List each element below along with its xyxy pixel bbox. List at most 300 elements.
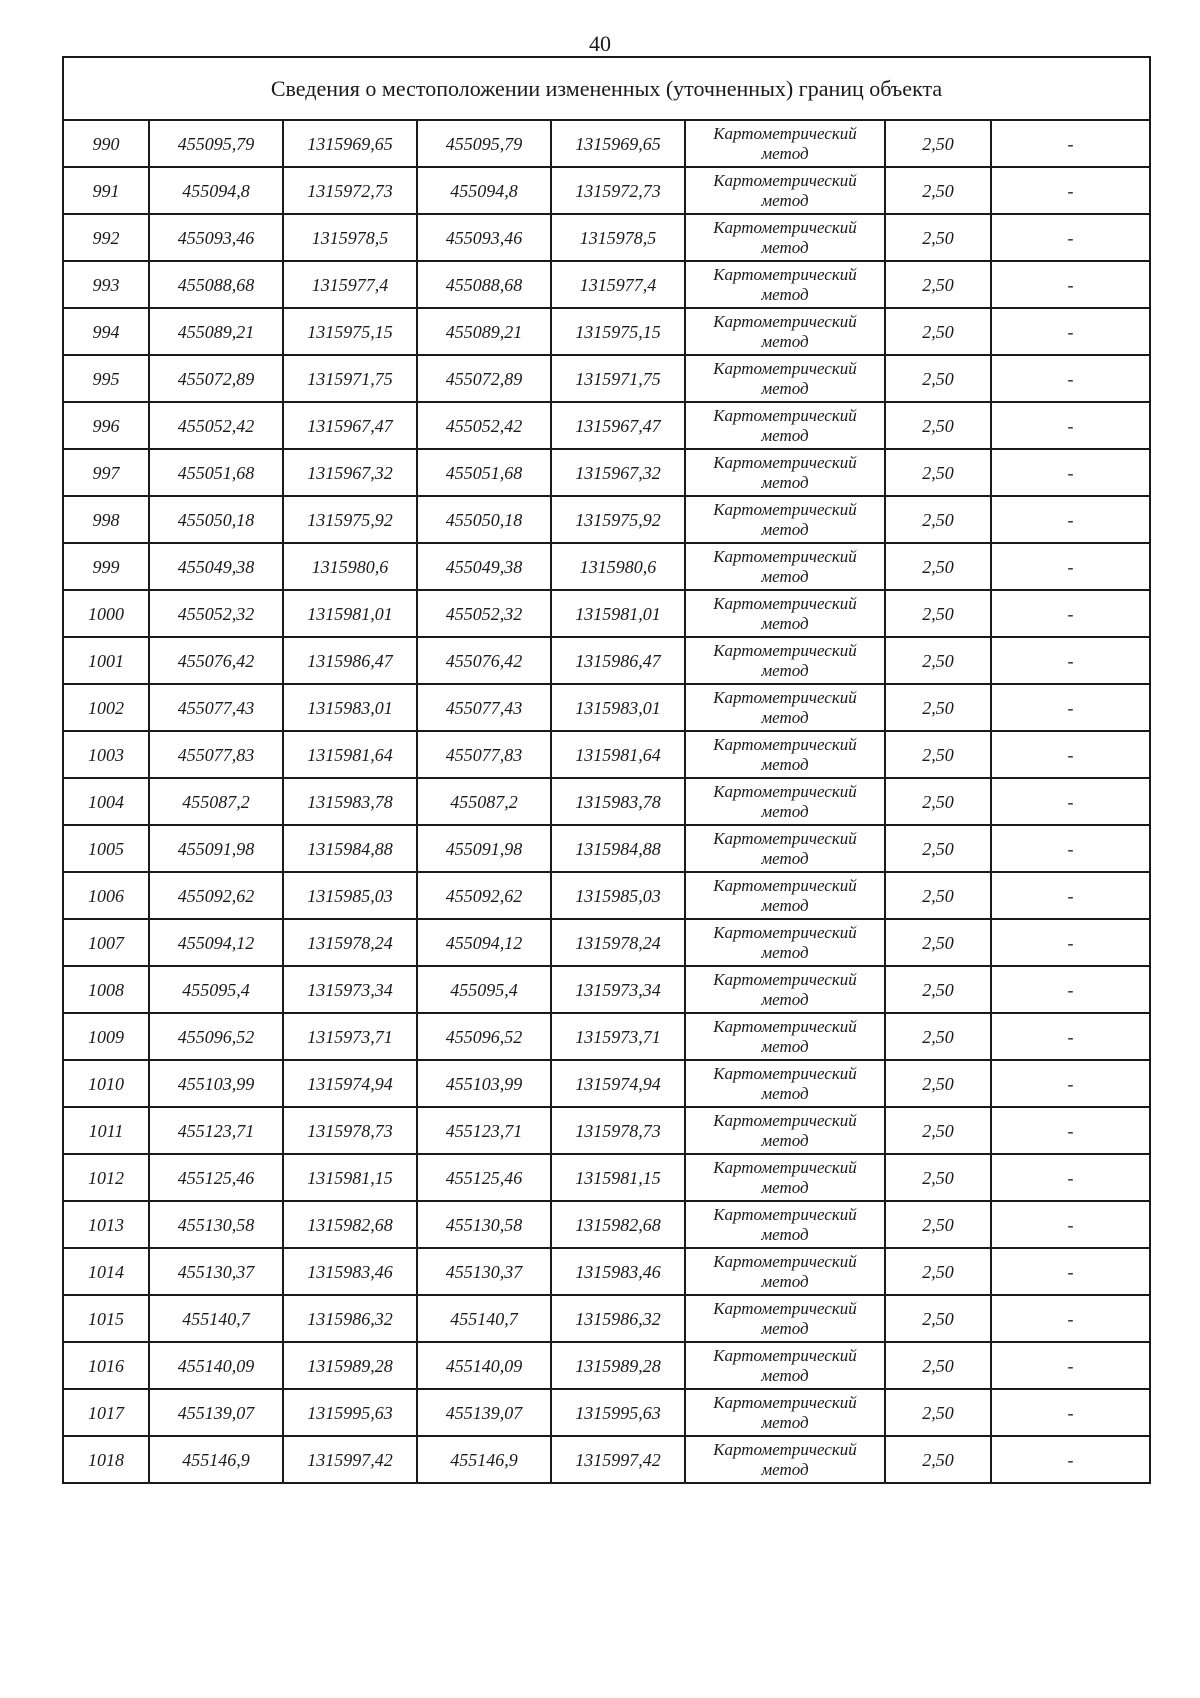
table-row xyxy=(63,731,1150,778)
cell-refined-y: 1315984,88 xyxy=(551,825,685,872)
method-line: Картометрический xyxy=(713,452,857,472)
cell-accuracy: 2,50 xyxy=(885,1060,991,1107)
cell-existing-y: 1315978,24 xyxy=(283,919,417,966)
method-line: Картометрический xyxy=(713,264,857,284)
cell-method xyxy=(685,1342,885,1389)
cell-existing-y: 1315975,15 xyxy=(283,308,417,355)
method-line: метод xyxy=(761,378,809,398)
method-line: Картометрический xyxy=(713,405,857,425)
method-line: Картометрический xyxy=(713,1251,857,1271)
cell-existing-x: 455123,71 xyxy=(149,1107,283,1154)
cell-accuracy: 2,50 xyxy=(885,590,991,637)
method-line: метод xyxy=(761,519,809,539)
method-line: метод xyxy=(761,848,809,868)
method-line: метод xyxy=(761,613,809,633)
cell-refined-x: 455096,52 xyxy=(417,1013,551,1060)
cell-note: - xyxy=(991,308,1150,355)
cell-note: - xyxy=(991,778,1150,825)
cell-existing-y: 1315984,88 xyxy=(283,825,417,872)
table-row xyxy=(63,825,1150,872)
cell-point-number: 1013 xyxy=(63,1201,149,1248)
cell-existing-y: 1315974,94 xyxy=(283,1060,417,1107)
cell-method xyxy=(685,496,885,543)
method-line: Картометрический xyxy=(713,687,857,707)
cell-accuracy: 2,50 xyxy=(885,167,991,214)
cell-refined-x: 455139,07 xyxy=(417,1389,551,1436)
cell-method xyxy=(685,355,885,402)
cell-accuracy: 2,50 xyxy=(885,543,991,590)
table-row xyxy=(63,543,1150,590)
cell-refined-x: 455087,2 xyxy=(417,778,551,825)
method-line: Картометрический xyxy=(713,1392,857,1412)
cell-note: - xyxy=(991,684,1150,731)
cell-refined-x: 455140,09 xyxy=(417,1342,551,1389)
cell-refined-y: 1315974,94 xyxy=(551,1060,685,1107)
method-line: метод xyxy=(761,472,809,492)
cell-note: - xyxy=(991,1436,1150,1483)
cell-point-number: 999 xyxy=(63,543,149,590)
table-header-row xyxy=(63,57,1150,120)
cell-refined-x: 455130,37 xyxy=(417,1248,551,1295)
cell-existing-x: 455049,38 xyxy=(149,543,283,590)
cell-existing-y: 1315972,73 xyxy=(283,167,417,214)
cell-refined-x: 455052,42 xyxy=(417,402,551,449)
cell-accuracy: 2,50 xyxy=(885,1201,991,1248)
cell-existing-y: 1315986,32 xyxy=(283,1295,417,1342)
method-line: метод xyxy=(761,1177,809,1197)
cell-point-number: 995 xyxy=(63,355,149,402)
cell-method xyxy=(685,449,885,496)
cell-point-number: 1006 xyxy=(63,872,149,919)
cell-existing-x: 455087,2 xyxy=(149,778,283,825)
method-line: Картометрический xyxy=(713,170,857,190)
cell-point-number: 1002 xyxy=(63,684,149,731)
cell-point-number: 1015 xyxy=(63,1295,149,1342)
method-line: Картометрический xyxy=(713,546,857,566)
cell-refined-x: 455103,99 xyxy=(417,1060,551,1107)
method-line: метод xyxy=(761,1271,809,1291)
cell-refined-x: 455049,38 xyxy=(417,543,551,590)
cell-existing-x: 455094,8 xyxy=(149,167,283,214)
cell-existing-x: 455077,83 xyxy=(149,731,283,778)
table-row xyxy=(63,966,1150,1013)
cell-existing-x: 455093,46 xyxy=(149,214,283,261)
cell-method xyxy=(685,966,885,1013)
method-line: Картометрический xyxy=(713,217,857,237)
cell-existing-y: 1315975,92 xyxy=(283,496,417,543)
cell-existing-y: 1315997,42 xyxy=(283,1436,417,1483)
cell-refined-y: 1315978,24 xyxy=(551,919,685,966)
cell-method xyxy=(685,590,885,637)
cell-existing-x: 455125,46 xyxy=(149,1154,283,1201)
cell-existing-x: 455092,62 xyxy=(149,872,283,919)
cell-point-number: 992 xyxy=(63,214,149,261)
table-row xyxy=(63,496,1150,543)
cell-accuracy: 2,50 xyxy=(885,637,991,684)
boundary-coordinates-table xyxy=(62,56,1151,1484)
cell-refined-x: 455130,58 xyxy=(417,1201,551,1248)
cell-note: - xyxy=(991,590,1150,637)
cell-note: - xyxy=(991,1201,1150,1248)
method-line: метод xyxy=(761,895,809,915)
cell-point-number: 1009 xyxy=(63,1013,149,1060)
cell-refined-y: 1315969,65 xyxy=(551,120,685,167)
cell-note: - xyxy=(991,919,1150,966)
table-row xyxy=(63,1248,1150,1295)
cell-method xyxy=(685,167,885,214)
method-line: метод xyxy=(761,660,809,680)
method-line: Картометрический xyxy=(713,311,857,331)
cell-point-number: 1012 xyxy=(63,1154,149,1201)
cell-point-number: 993 xyxy=(63,261,149,308)
cell-refined-x: 455077,83 xyxy=(417,731,551,778)
cell-existing-y: 1315995,63 xyxy=(283,1389,417,1436)
cell-refined-y: 1315989,28 xyxy=(551,1342,685,1389)
cell-note: - xyxy=(991,1389,1150,1436)
method-line: метод xyxy=(761,237,809,257)
cell-point-number: 990 xyxy=(63,120,149,167)
cell-point-number: 1010 xyxy=(63,1060,149,1107)
cell-existing-y: 1315980,6 xyxy=(283,543,417,590)
cell-existing-x: 455130,58 xyxy=(149,1201,283,1248)
cell-refined-y: 1315967,32 xyxy=(551,449,685,496)
table-row xyxy=(63,120,1150,167)
table-row xyxy=(63,590,1150,637)
cell-existing-x: 455130,37 xyxy=(149,1248,283,1295)
cell-point-number: 994 xyxy=(63,308,149,355)
cell-refined-y: 1315981,01 xyxy=(551,590,685,637)
table-row xyxy=(63,919,1150,966)
page-number: 40 xyxy=(589,31,611,56)
cell-point-number: 1003 xyxy=(63,731,149,778)
method-line: Картометрический xyxy=(713,1439,857,1459)
cell-refined-x: 455051,68 xyxy=(417,449,551,496)
cell-method xyxy=(685,637,885,684)
cell-existing-x: 455051,68 xyxy=(149,449,283,496)
cell-accuracy: 2,50 xyxy=(885,496,991,543)
method-line: Картометрический xyxy=(713,875,857,895)
cell-method xyxy=(685,1107,885,1154)
cell-existing-x: 455052,42 xyxy=(149,402,283,449)
cell-existing-x: 455096,52 xyxy=(149,1013,283,1060)
cell-note: - xyxy=(991,1060,1150,1107)
table-title: Сведения о местоположении измененных (уточненных) границ объекта xyxy=(63,57,1150,120)
cell-refined-y: 1315973,34 xyxy=(551,966,685,1013)
table-row xyxy=(63,637,1150,684)
cell-existing-y: 1315969,65 xyxy=(283,120,417,167)
cell-existing-x: 455103,99 xyxy=(149,1060,283,1107)
cell-method xyxy=(685,120,885,167)
cell-refined-y: 1315983,46 xyxy=(551,1248,685,1295)
method-line: Картометрический xyxy=(713,640,857,660)
cell-refined-y: 1315977,4 xyxy=(551,261,685,308)
cell-refined-x: 455088,68 xyxy=(417,261,551,308)
cell-method xyxy=(685,261,885,308)
table-row xyxy=(63,1154,1150,1201)
cell-existing-y: 1315982,68 xyxy=(283,1201,417,1248)
cell-note: - xyxy=(991,637,1150,684)
method-line: Картометрический xyxy=(713,1157,857,1177)
method-line: метод xyxy=(761,331,809,351)
cell-refined-y: 1315973,71 xyxy=(551,1013,685,1060)
cell-accuracy: 2,50 xyxy=(885,966,991,1013)
cell-existing-y: 1315986,47 xyxy=(283,637,417,684)
method-line: Картометрический xyxy=(713,922,857,942)
method-line: метод xyxy=(761,942,809,962)
table-row xyxy=(63,1342,1150,1389)
method-line: Картометрический xyxy=(713,593,857,613)
method-line: Картометрический xyxy=(713,1204,857,1224)
cell-point-number: 991 xyxy=(63,167,149,214)
table-row xyxy=(63,1389,1150,1436)
cell-refined-x: 455092,62 xyxy=(417,872,551,919)
cell-method xyxy=(685,214,885,261)
table-row xyxy=(63,167,1150,214)
cell-existing-y: 1315978,73 xyxy=(283,1107,417,1154)
cell-refined-x: 455123,71 xyxy=(417,1107,551,1154)
cell-refined-y: 1315983,01 xyxy=(551,684,685,731)
cell-refined-y: 1315986,32 xyxy=(551,1295,685,1342)
method-line: метод xyxy=(761,754,809,774)
cell-note: - xyxy=(991,543,1150,590)
cell-point-number: 1018 xyxy=(63,1436,149,1483)
table-row xyxy=(63,402,1150,449)
cell-refined-x: 455091,98 xyxy=(417,825,551,872)
table-row xyxy=(63,1013,1150,1060)
cell-existing-y: 1315973,34 xyxy=(283,966,417,1013)
cell-note: - xyxy=(991,167,1150,214)
cell-existing-y: 1315983,01 xyxy=(283,684,417,731)
cell-note: - xyxy=(991,731,1150,778)
method-line: Картометрический xyxy=(713,1345,857,1365)
cell-note: - xyxy=(991,966,1150,1013)
cell-method xyxy=(685,1295,885,1342)
cell-point-number: 1004 xyxy=(63,778,149,825)
cell-method xyxy=(685,308,885,355)
cell-accuracy: 2,50 xyxy=(885,1154,991,1201)
cell-refined-x: 455146,9 xyxy=(417,1436,551,1483)
cell-refined-y: 1315995,63 xyxy=(551,1389,685,1436)
cell-accuracy: 2,50 xyxy=(885,214,991,261)
cell-refined-x: 455140,7 xyxy=(417,1295,551,1342)
cell-accuracy: 2,50 xyxy=(885,120,991,167)
cell-note: - xyxy=(991,496,1150,543)
cell-refined-y: 1315975,15 xyxy=(551,308,685,355)
cell-refined-y: 1315971,75 xyxy=(551,355,685,402)
method-line: Картометрический xyxy=(713,781,857,801)
cell-point-number: 996 xyxy=(63,402,149,449)
cell-refined-x: 455093,46 xyxy=(417,214,551,261)
cell-point-number: 1007 xyxy=(63,919,149,966)
cell-accuracy: 2,50 xyxy=(885,261,991,308)
cell-method xyxy=(685,684,885,731)
method-line: Картометрический xyxy=(713,123,857,143)
cell-accuracy: 2,50 xyxy=(885,778,991,825)
method-line: метод xyxy=(761,1224,809,1244)
cell-refined-x: 455050,18 xyxy=(417,496,551,543)
cell-note: - xyxy=(991,261,1150,308)
method-line: Картометрический xyxy=(713,358,857,378)
cell-accuracy: 2,50 xyxy=(885,1342,991,1389)
method-line: метод xyxy=(761,1083,809,1103)
cell-note: - xyxy=(991,1248,1150,1295)
cell-note: - xyxy=(991,120,1150,167)
cell-refined-x: 455089,21 xyxy=(417,308,551,355)
cell-existing-y: 1315977,4 xyxy=(283,261,417,308)
cell-method xyxy=(685,1248,885,1295)
cell-existing-x: 455146,9 xyxy=(149,1436,283,1483)
cell-existing-x: 455095,4 xyxy=(149,966,283,1013)
cell-note: - xyxy=(991,449,1150,496)
method-line: метод xyxy=(761,566,809,586)
cell-method xyxy=(685,1154,885,1201)
method-line: метод xyxy=(761,989,809,1009)
table-row xyxy=(63,684,1150,731)
table-body xyxy=(63,57,1150,1483)
cell-refined-y: 1315981,15 xyxy=(551,1154,685,1201)
method-line: метод xyxy=(761,1318,809,1338)
cell-method xyxy=(685,1436,885,1483)
cell-accuracy: 2,50 xyxy=(885,919,991,966)
cell-existing-x: 455140,09 xyxy=(149,1342,283,1389)
cell-point-number: 1014 xyxy=(63,1248,149,1295)
cell-refined-x: 455072,89 xyxy=(417,355,551,402)
cell-existing-y: 1315981,64 xyxy=(283,731,417,778)
cell-existing-y: 1315981,01 xyxy=(283,590,417,637)
cell-note: - xyxy=(991,872,1150,919)
cell-existing-x: 455077,43 xyxy=(149,684,283,731)
cell-refined-y: 1315997,42 xyxy=(551,1436,685,1483)
cell-existing-x: 455094,12 xyxy=(149,919,283,966)
table-row xyxy=(63,355,1150,402)
cell-note: - xyxy=(991,1013,1150,1060)
cell-refined-y: 1315980,6 xyxy=(551,543,685,590)
cell-existing-x: 455050,18 xyxy=(149,496,283,543)
cell-method xyxy=(685,402,885,449)
table-row xyxy=(63,1060,1150,1107)
cell-existing-x: 455089,21 xyxy=(149,308,283,355)
cell-existing-y: 1315973,71 xyxy=(283,1013,417,1060)
cell-note: - xyxy=(991,402,1150,449)
method-line: Картометрический xyxy=(713,499,857,519)
cell-accuracy: 2,50 xyxy=(885,825,991,872)
cell-refined-x: 455077,43 xyxy=(417,684,551,731)
cell-existing-x: 455052,32 xyxy=(149,590,283,637)
cell-accuracy: 2,50 xyxy=(885,402,991,449)
cell-existing-y: 1315978,5 xyxy=(283,214,417,261)
cell-refined-y: 1315972,73 xyxy=(551,167,685,214)
method-line: Картометрический xyxy=(713,1016,857,1036)
cell-existing-x: 455095,79 xyxy=(149,120,283,167)
method-line: метод xyxy=(761,190,809,210)
method-line: метод xyxy=(761,425,809,445)
method-line: метод xyxy=(761,1036,809,1056)
method-line: Картометрический xyxy=(713,1298,857,1318)
cell-existing-x: 455091,98 xyxy=(149,825,283,872)
table-row xyxy=(63,1436,1150,1483)
cell-existing-y: 1315985,03 xyxy=(283,872,417,919)
cell-method xyxy=(685,1060,885,1107)
cell-existing-y: 1315983,46 xyxy=(283,1248,417,1295)
cell-accuracy: 2,50 xyxy=(885,872,991,919)
cell-point-number: 1008 xyxy=(63,966,149,1013)
cell-point-number: 1001 xyxy=(63,637,149,684)
cell-method xyxy=(685,1389,885,1436)
method-line: метод xyxy=(761,143,809,163)
cell-note: - xyxy=(991,214,1150,261)
cell-method xyxy=(685,731,885,778)
cell-accuracy: 2,50 xyxy=(885,1389,991,1436)
table-row xyxy=(63,1107,1150,1154)
cell-existing-x: 455076,42 xyxy=(149,637,283,684)
cell-method xyxy=(685,919,885,966)
cell-note: - xyxy=(991,1107,1150,1154)
cell-refined-x: 455095,79 xyxy=(417,120,551,167)
cell-refined-y: 1315978,73 xyxy=(551,1107,685,1154)
cell-existing-y: 1315989,28 xyxy=(283,1342,417,1389)
method-line: Картометрический xyxy=(713,1063,857,1083)
method-line: метод xyxy=(761,801,809,821)
method-line: метод xyxy=(761,1412,809,1432)
cell-refined-x: 455052,32 xyxy=(417,590,551,637)
method-line: метод xyxy=(761,284,809,304)
table-row xyxy=(63,1201,1150,1248)
cell-point-number: 1005 xyxy=(63,825,149,872)
cell-method xyxy=(685,825,885,872)
method-line: метод xyxy=(761,1365,809,1385)
cell-method xyxy=(685,778,885,825)
table-row xyxy=(63,214,1150,261)
cell-accuracy: 2,50 xyxy=(885,1295,991,1342)
cell-note: - xyxy=(991,1295,1150,1342)
cell-point-number: 1016 xyxy=(63,1342,149,1389)
cell-refined-x: 455076,42 xyxy=(417,637,551,684)
cell-point-number: 1011 xyxy=(63,1107,149,1154)
cell-method xyxy=(685,872,885,919)
cell-existing-y: 1315971,75 xyxy=(283,355,417,402)
cell-point-number: 998 xyxy=(63,496,149,543)
cell-accuracy: 2,50 xyxy=(885,1013,991,1060)
table-row xyxy=(63,872,1150,919)
cell-note: - xyxy=(991,355,1150,402)
cell-method xyxy=(685,1201,885,1248)
cell-refined-x: 455094,8 xyxy=(417,167,551,214)
cell-existing-x: 455088,68 xyxy=(149,261,283,308)
table-row xyxy=(63,449,1150,496)
cell-refined-y: 1315983,78 xyxy=(551,778,685,825)
cell-accuracy: 2,50 xyxy=(885,308,991,355)
cell-refined-x: 455125,46 xyxy=(417,1154,551,1201)
cell-refined-x: 455095,4 xyxy=(417,966,551,1013)
table-row xyxy=(63,1295,1150,1342)
cell-point-number: 1017 xyxy=(63,1389,149,1436)
method-line: Картометрический xyxy=(713,1110,857,1130)
table-row xyxy=(63,261,1150,308)
cell-accuracy: 2,50 xyxy=(885,355,991,402)
cell-note: - xyxy=(991,825,1150,872)
cell-existing-x: 455140,7 xyxy=(149,1295,283,1342)
cell-existing-y: 1315983,78 xyxy=(283,778,417,825)
cell-existing-x: 455072,89 xyxy=(149,355,283,402)
cell-accuracy: 2,50 xyxy=(885,449,991,496)
method-line: метод xyxy=(761,1130,809,1150)
cell-existing-y: 1315967,47 xyxy=(283,402,417,449)
cell-refined-y: 1315978,5 xyxy=(551,214,685,261)
cell-refined-y: 1315975,92 xyxy=(551,496,685,543)
cell-accuracy: 2,50 xyxy=(885,1107,991,1154)
cell-point-number: 997 xyxy=(63,449,149,496)
cell-refined-y: 1315982,68 xyxy=(551,1201,685,1248)
